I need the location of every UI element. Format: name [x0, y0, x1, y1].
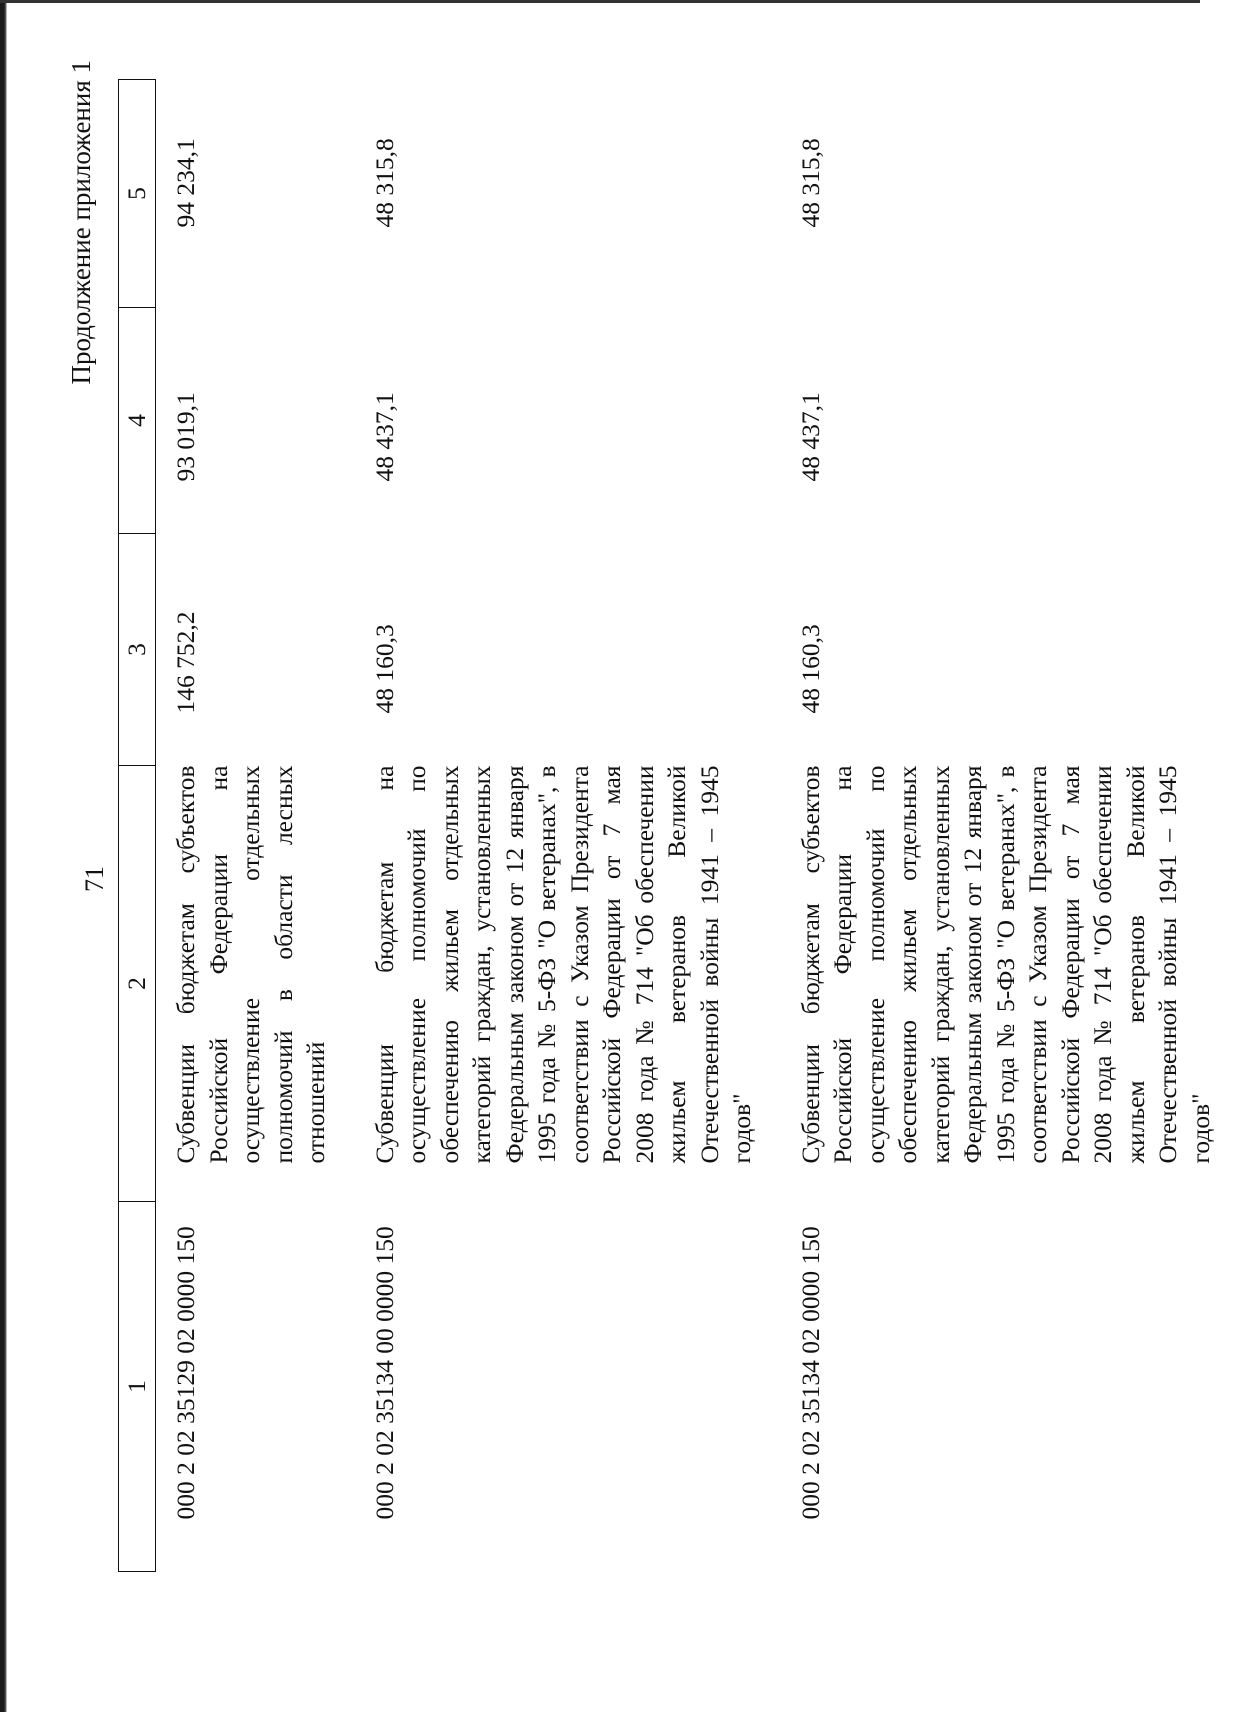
amount-col5-cell: 48 315,8 [795, 138, 825, 228]
column-header-4: 4 [119, 308, 156, 534]
table-row [156, 80, 355, 1572]
amount-col4-cell: 48 437,1 [369, 392, 399, 482]
description-cell: Субвенции бюджетам субъектов Российской Федерации на осуществление отдельных полномочий в области лесных отношений [171, 765, 330, 1164]
amount-col4-cell: 48 437,1 [795, 392, 825, 482]
table-row [355, 80, 781, 1572]
description-cell: Субвенции бюджетам субъектов Российской Федерации на осуществление полномочий по обеспечению жильем отдельных категорий граждан, установленных Федеральным законом от 12 января 1995 года № 5-ФЗ "О ветеранах", в соответствии с Указом Президента Российской Федерации от 7 мая 2008 года № 714 "Об обеспечении жильем ветеранов Великой Отечественной войны 1941 – 1945 годов" [795, 765, 1215, 1164]
description-cell: Субвенции бюджетам на осуществление полномочий по обеспечению жильем отдельных категорий граждан, установленных Федеральным законом от 12 января 1995 года № 5-ФЗ "О ветеранах", в соответствии с Указом Президента Российской Федерации от 7 мая 2008 года № 714 "Об обеспечении жильем ветеранов Великой Отечественной войны 1941 – 1945 годов" [369, 765, 756, 1164]
budget-table [118, 79, 1239, 1572]
page-number: 71 [80, 866, 109, 892]
table-row [781, 80, 1239, 1572]
amount-col4-cell: 93 019,1 [171, 392, 200, 482]
column-header-1: 1 [119, 1202, 156, 1572]
appendix-continuation-note: Продолжение приложения 1 [66, 60, 96, 385]
budget-code-cell: 000 2 02 35134 00 0000 150 [369, 1226, 399, 1520]
column-header-2: 2 [119, 766, 156, 1202]
budget-code-cell: 000 2 02 35134 02 0000 150 [795, 1226, 825, 1520]
amount-col5-cell: 94 234,1 [171, 138, 200, 228]
table-header-row [119, 80, 156, 1572]
amount-col3-cell: 146 752,2 [171, 611, 200, 714]
column-header-3: 3 [119, 534, 156, 766]
column-header-5: 5 [119, 80, 156, 308]
amount-col3-cell: 48 160,3 [369, 624, 399, 714]
amount-col3-cell: 48 160,3 [795, 624, 825, 714]
amount-col5-cell: 48 315,8 [369, 138, 399, 228]
budget-code-cell: 000 2 02 35129 02 0000 150 [171, 1226, 200, 1520]
